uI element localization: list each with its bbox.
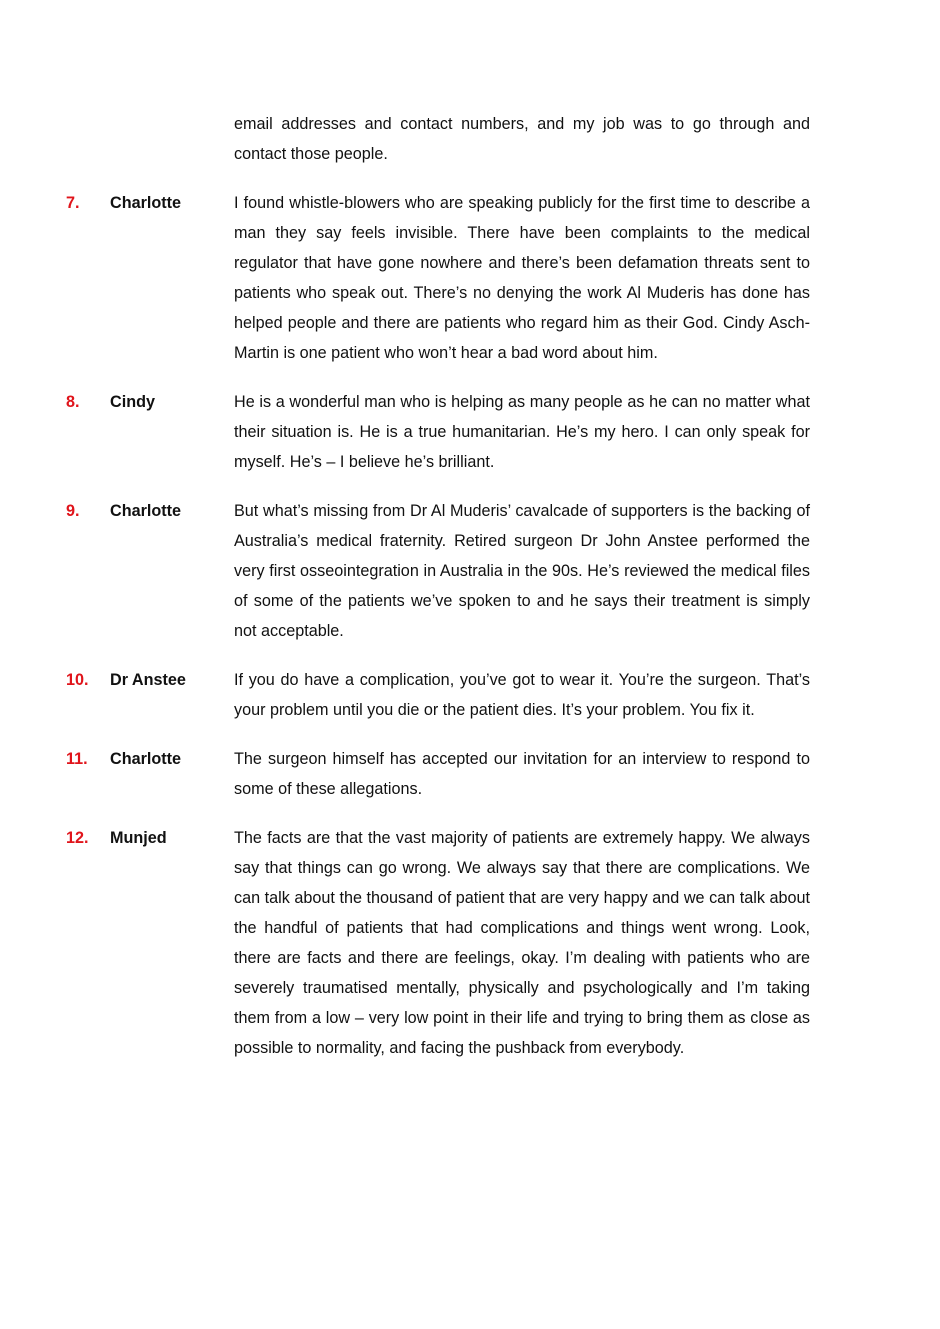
entry-speaker: Charlotte [110, 750, 182, 768]
transcript-entry [66, 744, 810, 804]
entry-number: 12. [66, 829, 89, 847]
transcript-entry [66, 665, 810, 725]
entry-speaker: Dr Anstee [110, 671, 186, 689]
transcript-entry [66, 496, 810, 646]
entry-text: If you do have a complication, you’ve got to wear it. You’re the surgeon. That’s your problem until you die or the patient dies. It’s your problem. You fix it. [234, 671, 810, 719]
entry-speaker: Charlotte [110, 502, 182, 520]
transcript-entry [66, 823, 810, 1063]
entry-number: 11. [66, 750, 88, 768]
entry-number: 10. [66, 671, 89, 689]
entry-speaker: Charlotte [110, 194, 182, 212]
entry-text: I found whistle-blowers who are speaking publicly for the first time to describe a man they say feels invisible. There have been complaints to the medical regulator that have gone nowhere and there’s been defamation threats sent to patients who speak out. There’s no denying the work Al Muderis has done has helped people and there are patients who regard him as their God. Cindy Asch-Martin is one patient who won’t hear a bad word about him. [234, 194, 810, 362]
transcript-entries [66, 188, 810, 1082]
entry-speaker: Munjed [110, 829, 167, 847]
transcript-entry [66, 188, 810, 368]
entry-number: 8. [66, 393, 80, 411]
entry-text: The surgeon himself has accepted our invitation for an interview to respond to some of these allegations. [234, 750, 810, 798]
entry-text: He is a wonderful man who is helping as many people as he can no matter what their situation is. He is a true humanitarian. He’s my hero. I can only speak for myself. He’s – I believe he’s brilliant. [234, 393, 810, 471]
entry-text: But what’s missing from Dr Al Muderis’ cavalcade of supporters is the backing of Australia’s medical fraternity. Retired surgeon Dr John Anstee performed the very first osseointegration in Australia in the 90s. He’s reviewed the medical files of some of the patients we’ve spoken to and he says their treatment is simply not acceptable. [234, 502, 810, 640]
entry-speaker: Cindy [110, 393, 155, 411]
entry-text: The facts are that the vast majority of patients are extremely happy. We always say that things can go wrong. We always say that there are complications. We can talk about the thousand of patient that are very happy and we can talk about the handful of patients that had complications and things went wrong. Look, there are facts and there are feelings, okay. I’m dealing with patients who are severely traumatised mentally, physically and psychologically and I’m taking them from a low – very low point in their life and trying to bring them as close as possible to normality, and facing the pushback from everybody. [234, 829, 810, 1057]
entry-number: 7. [66, 194, 80, 212]
entry-number: 9. [66, 502, 80, 520]
transcript-entry [66, 387, 810, 477]
continuation-paragraph: email addresses and contact numbers, and my job was to go through and contact those people. [234, 115, 810, 163]
